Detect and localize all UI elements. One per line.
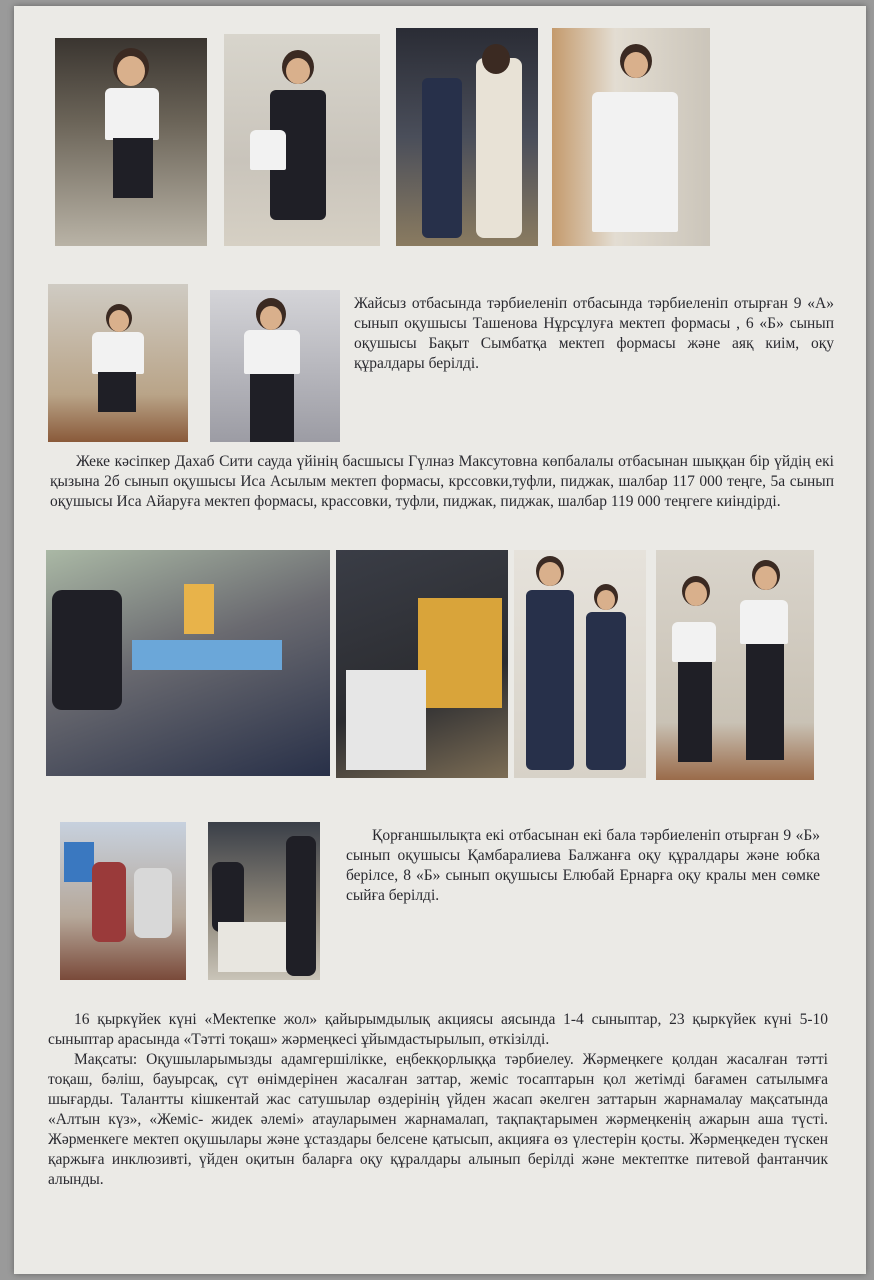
- photo-children-room: [60, 822, 186, 980]
- paragraph-text: Жайсыз отбасында тәрбиеленіп отбасында тәрбиеленіп отырған 9 «А» сынып оқушысы Ташенова Нұрсұлуға мектеп формасы , 6 «Б» сынып оқушысы Бақыт Сымбатқа мектеп формасы және аяқ киім, оқу құралдары берілді.: [354, 295, 834, 372]
- photo-girl-with-shoes: [224, 34, 380, 246]
- photo-school-supplies: [46, 550, 330, 776]
- photo-two-boys-suits: [514, 550, 646, 778]
- paragraph-text: Қорғаншылықта екі отбасынан екі бала тәрбиеленіп отырған 9 «Б» сынып оқушысы Қамбаралиева Балжанға оқу құралдары және юбка берілсе, 8 «Б» сынып оқушысы Елюбай Ернарға оқу кралы мен сөмке сыйға берілді.: [346, 827, 820, 904]
- paragraph-text: 16 қыркүйек күні «Мектепке жол» қайырымдылық акциясы аясында 1-4 сыныптар, 23 қыркүйек күні 5-10 сыныптар арасында «Тәтті тоқаш» жәрмеңкесі ұйымдастырылып, өткізілді.: [48, 1011, 828, 1048]
- photo-girl-white-shirt: [55, 38, 207, 246]
- photo-girl-uniform-room: [48, 284, 188, 442]
- photo-fitting-uniform: [396, 28, 538, 246]
- paragraph-entrepreneur: [50, 452, 834, 512]
- document-page: [14, 6, 866, 1274]
- paragraph-text: Жеке кәсіпкер Дахаб Сити сауда үйінің басшысы Гүлназ Максутовна көпбалалы отбасынан шыққан бір үйдің екі қызына 2б сынып оқушысы Иса Асылым мектеп формасы, крссовки,туфли, пиджак, шалбар 117 000 теңге, 5а сынып оқушысы Иса Айаруға мектеп формасы, крассовки, туфли, пиджак, пиджак, шалбар 119 000 теңгеге киіндірді.: [50, 453, 834, 510]
- paragraph-charity-action: [48, 1010, 828, 1190]
- paragraph-difficult-family: [354, 294, 834, 374]
- photo-girl-store: [210, 290, 340, 442]
- paragraph-text: Мақсаты: Оқушыларымызды адамгершілікке, еңбекқорлыққа тәрбиелеу. Жәрмеңкеге қолдан жасалған тәтті тоқаш, бәліш, бауырсақ, сүт өнімдерінен жасалған заттар, жеміс тосаптарын қол жетімді бағамен сатылымға шығарды. Талантты кішкентай жас сатушылар өздерінің үйден жасап әкелген заттарын жарнамалау мақсатында «Алтын күз», «Жеміс- жидек әлемі» атауларымен жарнамалап, тақпақтарымен жәрмеңкенің ажарын аша түсті. Жәрменкеге мектеп оқушылары және ұстаздары белсене қатысып, акцияға өз үлестерін қосты. Жәрмеңкеден түскен қаржыға инклюзивті, үйден оқитын баларға оқу құралдары алынып берілді және мектептке питевой фантанчик алынды.: [48, 1051, 828, 1188]
- paragraph-guardianship: [346, 826, 820, 906]
- photo-girl-holding-shirt: [552, 28, 710, 246]
- photo-shoes-box: [336, 550, 508, 778]
- photo-gift-handover: [208, 822, 320, 980]
- photo-two-girls-uniform: [656, 550, 814, 780]
